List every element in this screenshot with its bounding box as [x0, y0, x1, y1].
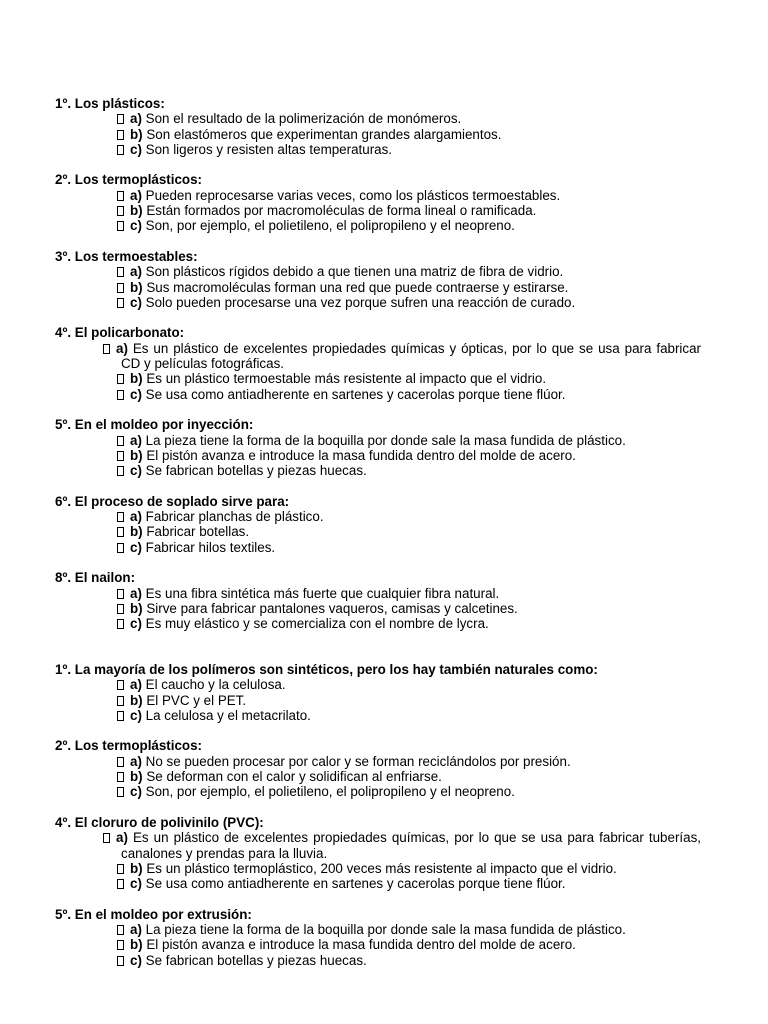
checkbox-icon[interactable]: [117, 374, 124, 384]
answer-option: [55, 769, 705, 784]
option-letter: b): [130, 769, 143, 785]
checkbox-icon[interactable]: [117, 680, 124, 690]
option-letter: c): [130, 784, 142, 800]
option-text: Se fabrican botellas y piezas huecas.: [145, 463, 367, 479]
checkbox-icon[interactable]: [117, 711, 124, 721]
option-letter: b): [130, 600, 143, 616]
option-letter: c): [130, 294, 142, 310]
checkbox-icon[interactable]: [117, 940, 124, 950]
option-letter: b): [130, 371, 143, 387]
checkbox-icon[interactable]: [117, 696, 124, 706]
option-text: El pistón avanza e introduce la masa fundida dentro del molde de acero.: [146, 937, 576, 953]
question-title: 2º. Los termoplásticos:: [55, 172, 203, 188]
option-letter: c): [130, 463, 142, 479]
option-text: Son ligeros y resisten altas temperaturas.: [145, 141, 393, 157]
checkbox-icon[interactable]: [117, 145, 124, 155]
option-text: Son plásticos rígidos debido a que tienen una matriz de fibra de vidrio.: [145, 264, 564, 280]
answer-option: [55, 937, 705, 952]
option-letter: a): [130, 585, 142, 601]
option-text: Es una fibra sintética más fuerte que cualquier fibra natural.: [145, 585, 500, 601]
answer-option: [55, 540, 705, 555]
option-letter: b): [130, 447, 143, 463]
checkbox-icon[interactable]: [117, 436, 124, 446]
checkbox-icon[interactable]: [117, 619, 124, 629]
option-text: Sirve para fabricar pantalones vaqueros, camisas y calcetines.: [146, 600, 518, 616]
checkbox-icon[interactable]: [117, 879, 124, 889]
answer-option: [55, 264, 705, 279]
option-letter: b): [130, 692, 143, 708]
option-text: Es muy elástico y se comercializa con el nombre de lycra.: [145, 616, 489, 632]
option-letter: c): [130, 141, 142, 157]
answer-option: [55, 616, 705, 631]
answer-option: [55, 371, 705, 386]
option-text: Se fabrican botellas y piezas huecas.: [145, 952, 367, 968]
option-text: Se usa como antiadherente en sartenes y cacerolas porque tiene flúor.: [145, 876, 566, 892]
option-text: Es un plástico termoplástico, 200 veces más resistente al impacto que el vidrio.: [146, 860, 617, 876]
option-letter: a): [130, 753, 142, 769]
option-text: Fabricar planchas de plástico.: [145, 509, 324, 525]
question-title: 2º. Los termoplásticos:: [55, 738, 203, 754]
checkbox-icon[interactable]: [117, 114, 124, 124]
question-title: 4º. El policarbonato:: [55, 325, 185, 341]
option-text: Son, por ejemplo, el polietileno, el polipropileno y el neopreno.: [145, 784, 515, 800]
answer-option: [55, 433, 705, 448]
answer-option: [55, 111, 705, 126]
option-letter: b): [130, 860, 143, 876]
answer-option: [55, 754, 705, 769]
checkbox-icon[interactable]: [117, 283, 124, 293]
option-text: Se usa como antiadherente en sartenes y cacerolas porque tiene flúor.: [145, 386, 566, 402]
option-text: Fabricar hilos textiles.: [145, 539, 276, 555]
answer-option: [55, 463, 705, 478]
option-letter: a): [130, 264, 142, 280]
answer-option: [55, 387, 705, 402]
option-text: Pueden reprocesarse varias veces, como los plásticos termoestables.: [145, 187, 561, 203]
checkbox-icon[interactable]: [117, 512, 124, 522]
checkbox-icon[interactable]: [117, 390, 124, 400]
answer-option: [55, 876, 705, 891]
option-letter: c): [130, 616, 142, 632]
question-block: [55, 494, 705, 555]
question-title: 4º. El cloruro de polivinilo (PVC):: [55, 814, 264, 830]
option-text: La celulosa y el metacrilato.: [145, 707, 311, 723]
answer-option: [55, 693, 705, 708]
option-letter: a): [116, 340, 128, 356]
option-text: Son, por ejemplo, el polietileno, el polipropileno y el neopreno.: [145, 218, 515, 234]
option-text: El PVC y el PET.: [146, 692, 247, 708]
answer-option: [55, 524, 705, 539]
option-letter: b): [130, 203, 143, 219]
answer-option: [55, 218, 705, 233]
option-text: Están formados por macromoléculas de forma lineal o ramificada.: [146, 203, 537, 219]
checkbox-icon[interactable]: [117, 451, 124, 461]
checkbox-icon[interactable]: [117, 130, 124, 140]
option-letter: c): [130, 539, 142, 555]
checkbox-icon[interactable]: [117, 604, 124, 614]
answer-option: [55, 203, 705, 218]
checkbox-icon[interactable]: [117, 589, 124, 599]
option-letter: c): [130, 952, 142, 968]
checkbox-icon[interactable]: [117, 787, 124, 797]
option-letter: a): [130, 922, 142, 938]
option-letter: a): [116, 830, 128, 846]
answer-option: [55, 861, 705, 876]
answer-option: [55, 586, 705, 601]
option-letter: b): [130, 524, 143, 540]
checkbox-icon[interactable]: [117, 757, 124, 767]
option-text: Es un plástico de excelentes propiedades químicas y ópticas, por lo que se usa para fabricar CD y películas fotográficas.: [121, 340, 701, 372]
checkbox-icon[interactable]: [117, 956, 124, 966]
option-text: La pieza tiene la forma de la boquilla por donde sale la masa fundida de plástico.: [145, 922, 626, 938]
option-text: Sus macromoléculas forman una red que puede contraerse y estirarse.: [146, 279, 569, 295]
option-letter: a): [130, 509, 142, 525]
question-title: 6º. El proceso de soplado sirve para:: [55, 493, 290, 509]
answer-option: [55, 509, 705, 524]
question-block: [55, 570, 705, 631]
checkbox-icon[interactable]: [117, 221, 124, 231]
quiz-document: [55, 96, 705, 983]
option-text: Se deforman con el calor y solidifican al enfriarse.: [146, 769, 442, 785]
checkbox-icon[interactable]: [117, 206, 124, 216]
question-title: 5º. En el moldeo por extrusión:: [55, 906, 252, 922]
question-block: [55, 907, 705, 968]
option-letter: c): [130, 218, 142, 234]
question-block: [55, 815, 705, 891]
answer-option: [55, 922, 705, 937]
option-text: Es un plástico de excelentes propiedades químicas, por lo que se usa para fabricar tuberías, canalones y prendas para la lluvia.: [121, 830, 701, 861]
question-title: 5º. En el moldeo por inyección:: [55, 417, 254, 433]
question-block: [55, 249, 705, 310]
option-text: El caucho y la celulosa.: [145, 677, 286, 693]
question-block: [55, 738, 705, 799]
checkbox-icon[interactable]: [103, 344, 110, 354]
question-block: [55, 417, 705, 478]
answer-option: [55, 448, 705, 463]
question-block: [55, 96, 705, 157]
checkbox-icon[interactable]: [117, 191, 124, 201]
option-text: La pieza tiene la forma de la boquilla por donde sale la masa fundida de plástico.: [145, 432, 626, 448]
option-text: Son elastómeros que experimentan grandes alargamientos.: [146, 126, 502, 142]
option-letter: a): [130, 111, 142, 127]
checkbox-icon[interactable]: [117, 543, 124, 553]
option-letter: a): [130, 677, 142, 693]
option-letter: c): [130, 707, 142, 723]
answer-option: [55, 953, 705, 968]
checkbox-icon[interactable]: [117, 925, 124, 935]
option-letter: b): [130, 279, 143, 295]
answer-option: [55, 601, 705, 616]
option-text: No se pueden procesar por calor y se forman reciclándolos por presión.: [145, 753, 571, 769]
answer-option: [55, 341, 705, 372]
checkbox-icon[interactable]: [103, 833, 110, 843]
answer-option: [55, 142, 705, 157]
checkbox-icon[interactable]: [117, 298, 124, 308]
option-letter: c): [130, 386, 142, 402]
checkbox-icon[interactable]: [117, 466, 124, 476]
checkbox-icon[interactable]: [117, 864, 124, 874]
answer-option: [55, 280, 705, 295]
answer-option: [55, 127, 705, 142]
question-title: 1º. Los plásticos:: [55, 96, 165, 111]
question-block: [55, 325, 705, 401]
option-letter: a): [130, 432, 142, 448]
option-text: El pistón avanza e introduce la masa fundida dentro del molde de acero.: [146, 447, 576, 463]
option-letter: c): [130, 876, 142, 892]
question-title: 1º. La mayoría de los polímeros son sintéticos, pero los hay también naturales como:: [55, 661, 598, 677]
option-text: Son el resultado de la polimerización de monómeros.: [145, 111, 462, 127]
option-letter: a): [130, 187, 142, 203]
checkbox-icon[interactable]: [117, 267, 124, 277]
option-letter: b): [130, 126, 143, 142]
answer-option: [55, 295, 705, 310]
question-title: 8º. El nailon:: [55, 570, 136, 586]
answer-option: [55, 830, 705, 861]
answer-option: [55, 708, 705, 723]
answer-option: [55, 677, 705, 692]
option-letter: b): [130, 937, 143, 953]
checkbox-icon[interactable]: [117, 527, 124, 537]
question-title: 3º. Los termoestables:: [55, 248, 198, 264]
option-text: Solo pueden procesarse una vez porque sufren una reacción de curado.: [145, 294, 576, 310]
question-block: [55, 662, 705, 723]
question-block: [55, 172, 705, 233]
answer-option: [55, 188, 705, 203]
option-text: Fabricar botellas.: [146, 524, 250, 540]
checkbox-icon[interactable]: [117, 772, 124, 782]
answer-option: [55, 784, 705, 799]
option-text: Es un plástico termoestable más resistente al impacto que el vidrio.: [146, 371, 547, 387]
